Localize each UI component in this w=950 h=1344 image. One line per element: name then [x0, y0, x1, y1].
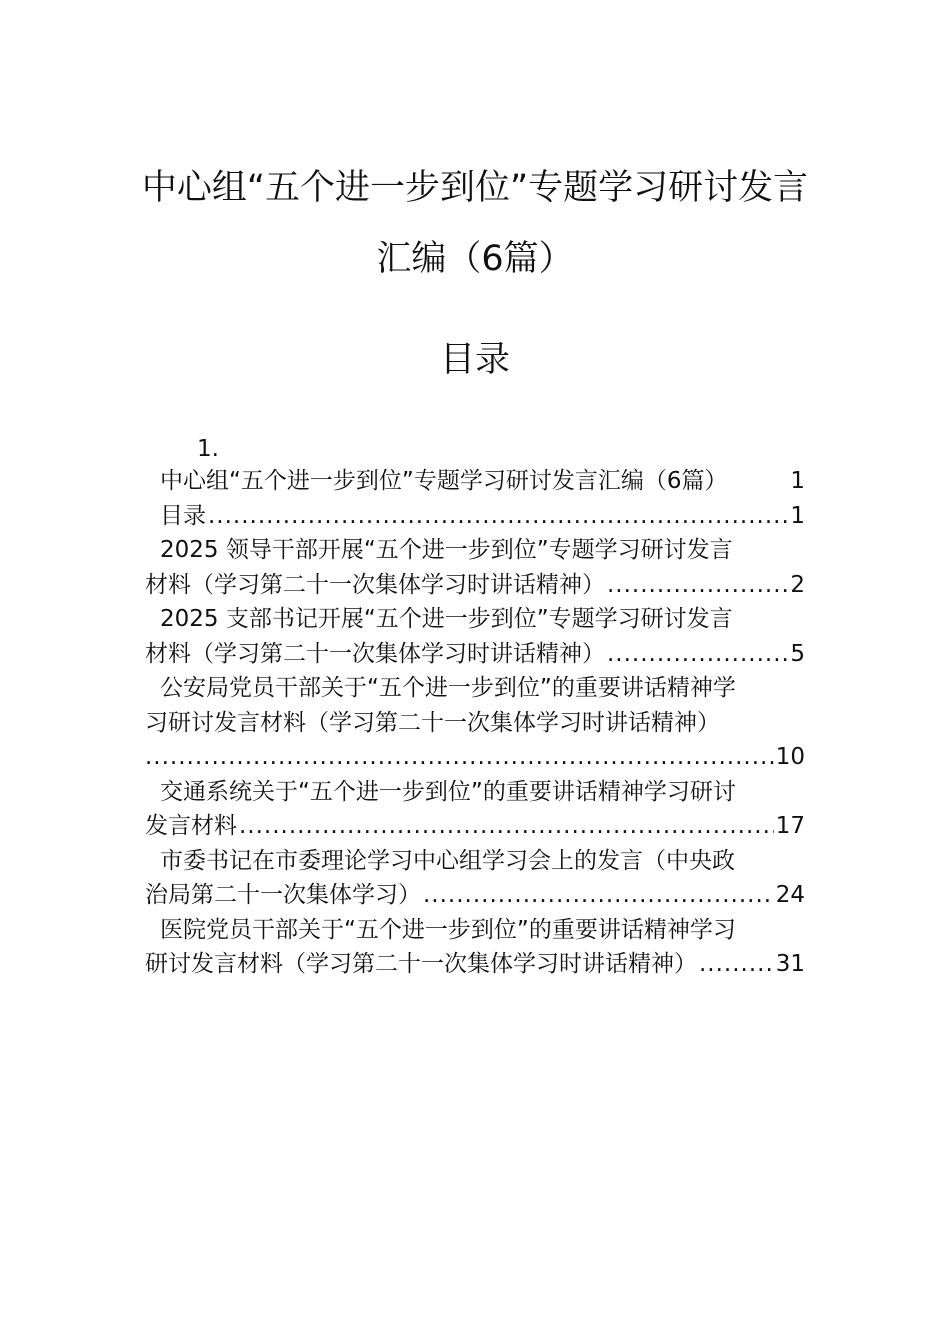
toc-entry-text: 医院党员干部关于“五个进一步到位”的重要讲话精神学习 — [160, 916, 736, 943]
toc-entry-line[interactable] — [145, 602, 805, 637]
toc-entry-line[interactable] — [145, 809, 805, 844]
toc-entry-page: 1 — [790, 502, 805, 529]
toc-leader-dots — [423, 878, 774, 913]
toc-entry-page: 31 — [775, 951, 805, 977]
toc-list — [145, 464, 805, 982]
toc-entry-text: 中心组“五个进一步到位”专题学习研讨发言汇编（6篇） — [160, 468, 728, 494]
toc-entry-text: 治局第二十一次集体学习） — [145, 882, 421, 908]
toc-entry-text: 目录 — [160, 502, 206, 529]
toc-leader-dots — [607, 568, 788, 603]
toc-leader-dots — [239, 809, 774, 844]
toc-entry-line[interactable] — [145, 568, 805, 603]
toc-entry-page: 5 — [790, 640, 805, 667]
toc-leader-dots — [607, 637, 788, 672]
toc-leader-dots — [208, 499, 788, 534]
toc-entry-page: 24 — [775, 882, 805, 908]
toc-entry-line[interactable] — [145, 947, 805, 982]
toc-leader-dots — [145, 740, 774, 775]
toc-entry-line[interactable] — [145, 913, 805, 948]
toc-entry-text: 2025 支部书记开展“五个进一步到位”专题学习研讨发言 — [160, 606, 733, 632]
toc-entry-text: 材料（学习第二十一次集体学习时讲话精神） — [145, 640, 605, 667]
toc-entry-line[interactable] — [145, 464, 805, 499]
toc-entry-page: 2 — [790, 571, 805, 598]
toc-heading: 目录 — [439, 340, 510, 380]
toc-entry-line[interactable] — [145, 499, 805, 534]
toc-entry-line[interactable] — [145, 637, 805, 672]
toc-entry-page: 17 — [775, 813, 805, 839]
toc-entry-line[interactable] — [145, 844, 805, 879]
toc-entry-text: 研讨发言材料（学习第二十一次集体学习时讲话精神） — [145, 951, 697, 977]
toc-leader-dots — [699, 947, 774, 982]
toc-entry-line[interactable] — [145, 740, 805, 775]
toc-list-number: 1. — [197, 436, 219, 462]
toc-entry-page: 10 — [775, 744, 805, 770]
toc-entry-line[interactable] — [145, 878, 805, 913]
toc-entry-text: 材料（学习第二十一次集体学习时讲话精神） — [145, 571, 605, 598]
toc-entry-line[interactable] — [145, 671, 805, 706]
toc-entry-text: 发言材料 — [145, 813, 237, 839]
toc-entry-line[interactable] — [145, 533, 805, 568]
toc-entry-text: 习研讨发言材料（学习第二十一次集体学习时讲话精神） — [145, 709, 720, 736]
toc-entry-text: 市委书记在市委理论学习中心组学习会上的发言（中央政 — [160, 847, 735, 874]
document-title-line-1: 中心组“五个进一步到位”专题学习研讨发言 — [141, 168, 809, 208]
toc-entry-text: 公安局党员干部关于“五个进一步到位”的重要讲话精神学 — [160, 675, 736, 701]
toc-entry-text: 交通系统关于“五个进一步到位”的重要讲话精神学习研讨 — [160, 778, 736, 805]
toc-entry-line[interactable] — [145, 706, 805, 741]
toc-entry-text: 2025 领导干部开展“五个进一步到位”专题学习研讨发言 — [160, 537, 733, 563]
document-title-line-2: 汇编（6篇） — [376, 239, 574, 279]
toc-entry-page: 1 — [790, 468, 805, 494]
toc-entry-line[interactable] — [145, 775, 805, 810]
